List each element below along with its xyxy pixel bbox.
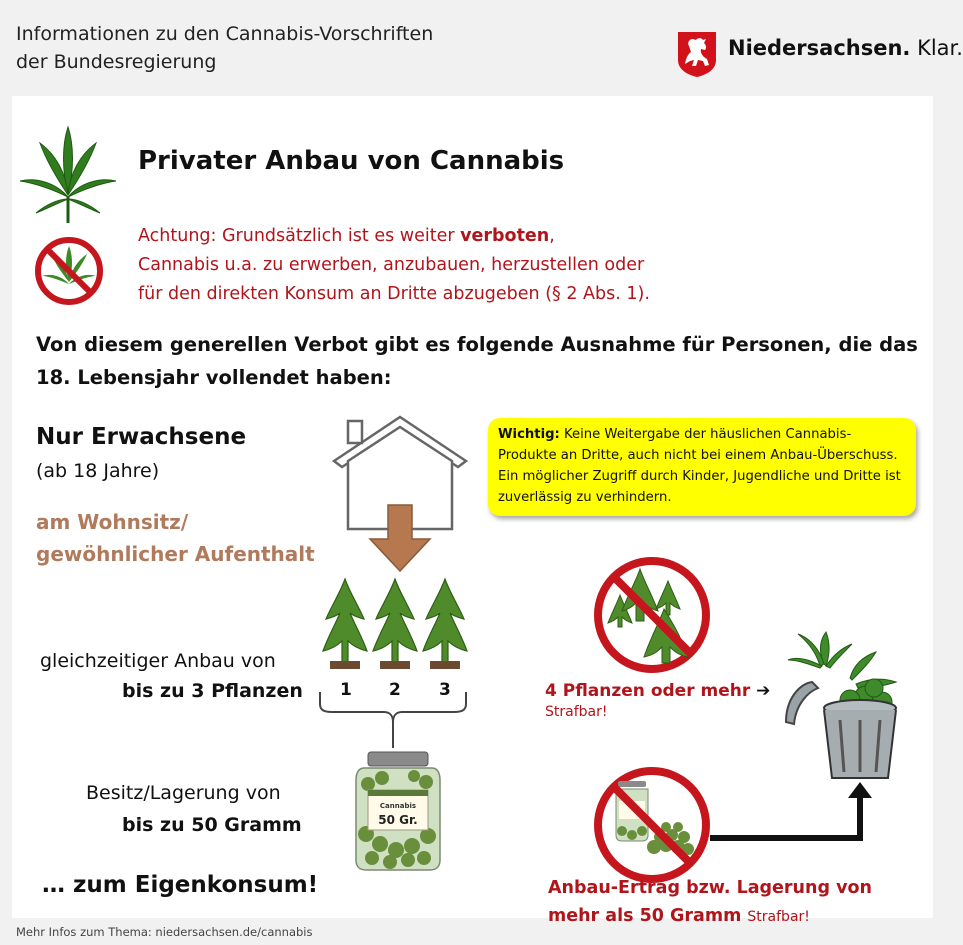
trash-can-icon xyxy=(780,628,910,783)
important-note xyxy=(488,418,916,516)
note-label: Wichtig: xyxy=(498,427,560,442)
page-title: Privater Anbau von Cannabis xyxy=(138,146,565,176)
footer-link[interactable]: Mehr Infos zum Thema: niedersachsen.de/cannabis xyxy=(16,925,313,939)
note-text: Keine Weitergabe der häuslichen Cannabis-Produkte an Dritte, auch nicht bei einem Anbau-Überschuss. Ein möglicher Zugriff durch Kinder, Jugendliche und Dritte ist zuverlässig zu verhindern. xyxy=(498,427,901,505)
right-arrow-icon: ➔ xyxy=(756,681,771,701)
four-plants-penalty xyxy=(545,681,770,701)
own-use-text: … zum Eigenkonsum! xyxy=(42,872,319,898)
exception-intro: Von diesem generellen Verbot gibt es folgende Ausnahme für Personen, die das 18. Lebensjahr vollendet haben: xyxy=(36,333,918,389)
growing-limit: bis zu 3 Pflanzen xyxy=(122,680,303,702)
harvest-penalty-line1: Anbau-Ertrag bzw. Lagerung von xyxy=(548,878,872,898)
plant-number-2: 2 xyxy=(389,680,401,700)
harvest-limit: mehr als 50 Gramm xyxy=(548,906,742,926)
warning-rest: , Cannabis u.a. zu erwerben, anzubauen, herzustellen oder für den direkten Konsum an Dritte abzugeben (§ 2 Abs. 1). xyxy=(138,226,650,304)
brand-suffix: Klar. xyxy=(917,36,963,60)
no-cannabis-icon xyxy=(34,236,104,306)
four-plants-penalty-sub: Strafbar! xyxy=(545,704,608,720)
possession-limit: bis zu 50 Gramm xyxy=(122,814,302,836)
cannabis-leaf-icon xyxy=(18,125,118,225)
connector-arrow-icon xyxy=(700,780,880,855)
cannabis-jar-icon xyxy=(352,750,444,872)
brand-wordmark xyxy=(728,36,963,60)
warning-prefix: Achtung: Grundsätzlich ist es weiter xyxy=(138,226,461,246)
no-excess-storage-icon xyxy=(592,765,712,885)
header-title: Informationen zu den Cannabis-Vorschriften der Bundesregierung xyxy=(16,23,434,73)
house-icon xyxy=(330,413,470,573)
no-plants-icon xyxy=(592,555,712,675)
growing-label: gleichzeitiger Anbau von xyxy=(40,650,276,672)
age-requirement: (ab 18 Jahre) xyxy=(36,460,160,482)
brand-name: Niedersachsen. xyxy=(728,36,911,60)
harvest-penalty-sub: Strafbar! xyxy=(747,909,810,925)
niedersachsen-horse-logo xyxy=(676,30,718,78)
brace-connector xyxy=(318,690,468,750)
warning-highlight: verboten xyxy=(460,226,550,246)
possession-label: Besitz/Lagerung von xyxy=(86,782,281,804)
residence-text: am Wohnsitz/ gewöhnlicher Aufenthalt xyxy=(36,510,315,566)
plant-number-1: 1 xyxy=(340,680,352,700)
adults-only-heading: Nur Erwachsene xyxy=(36,424,247,450)
jar-label: 50 Gr. xyxy=(378,813,418,827)
three-plants-icon xyxy=(320,575,470,670)
harvest-penalty-line2 xyxy=(548,906,810,926)
plant-number-3: 3 xyxy=(439,680,451,700)
warning-text xyxy=(138,222,778,309)
jar-label-top: Cannabis xyxy=(379,802,417,810)
four-plants-text: 4 Pflanzen oder mehr xyxy=(545,681,751,701)
